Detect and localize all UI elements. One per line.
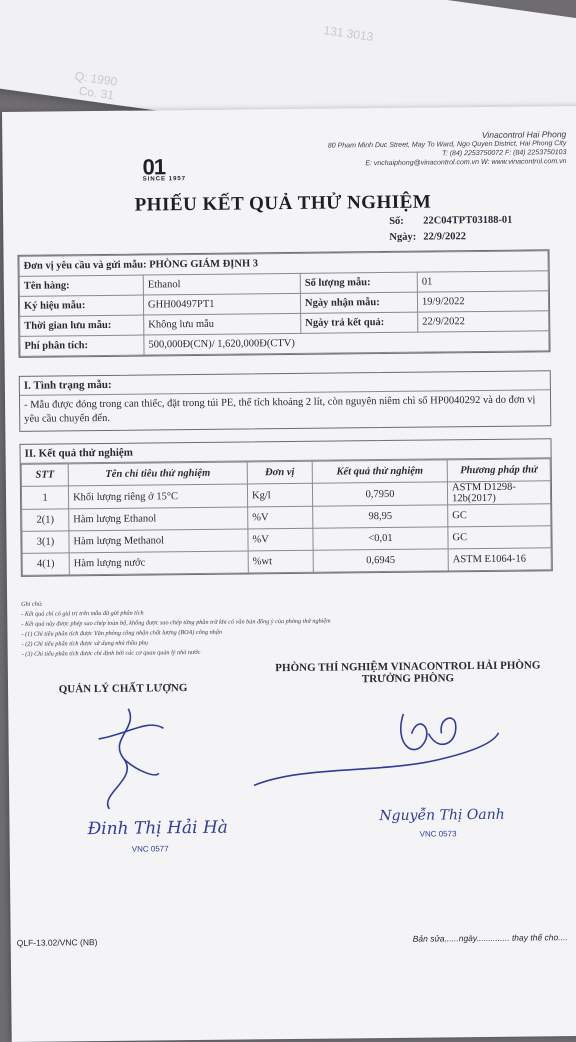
edition-note: Bản sửa......ngày.............. thay thế cho.... (412, 932, 568, 944)
row-name: Khối lượng riêng ở 15°C (68, 484, 247, 509)
row-unit: %V (248, 528, 313, 551)
note-line: - (1) Chỉ tiêu phân tích được Văn phòng công nhận chất lượng (BOA) công nhận (21, 628, 222, 638)
row-method: GC (448, 526, 551, 549)
notes (21, 594, 552, 660)
ghost-text: 131 3013 (322, 23, 375, 44)
document-title: PHIẾU KẾT QUẢ THỬ NGHIỆM (134, 191, 432, 216)
goods-label: Tên hàng: (19, 275, 143, 296)
row-stt: 3(1) (22, 531, 69, 553)
quality-manager-title: QUẢN LÝ CHẤT LƯỢNG (58, 682, 188, 696)
qty-value: 01 (417, 271, 548, 292)
row-result: 98,95 (313, 505, 448, 528)
received-value: 19/9/2022 (417, 291, 548, 312)
note-line: - Kết quả này được phép sao chép toàn bộ, không được sao chép từng phần trừ khi có văn bản đồng ý của phòng thử nghiệm (21, 617, 331, 628)
test-report-sheet (2, 106, 576, 1042)
requester: Đơn vị yêu cầu và gửi mẫu: PHÒNG GIÁM ĐỊNH 3 (19, 251, 548, 277)
quality-manager-name: Đinh Thị Hải Hà (87, 817, 228, 840)
lab-manager-code: VNC 0573 (419, 829, 457, 839)
sample-status-text: - Mẫu được đóng trong can thiếc, đặt trong túi PE, thể tích khoảng 2 lít, còn nguyên niêm chì số HP0040292 và do đơn vị yêu cầu chuyển đến. (24, 394, 536, 425)
returned-label: Ngày trả kết quả: (301, 312, 418, 333)
quality-manager-signature (68, 698, 209, 819)
report-date: Ngày: 22/9/2022 (389, 231, 466, 243)
company-logo: 01 SINCE 1957 (142, 154, 187, 183)
results-heading: II. Kết quả thử nghiệm (20, 439, 550, 464)
col-header: Kết quả thử nghiệm (312, 460, 447, 483)
row-method: GC (448, 504, 551, 527)
note-line: - Kết quả chỉ có giá trị trên mẫu đã gửi phân tích (21, 609, 144, 618)
company-phone: T: (84) 2253750072 F: (84) 2253750103 (442, 149, 567, 158)
col-header: STT (21, 464, 68, 486)
results-section (19, 438, 552, 577)
col-header: Tên chỉ tiêu thử nghiệm (68, 462, 247, 486)
lab-manager-signature (243, 703, 504, 796)
storage-value: Không lưu mẫu (144, 313, 301, 335)
returned-value: 22/9/2022 (418, 311, 549, 332)
row-unit: Kg/l (247, 483, 312, 507)
storage-label: Thời gian lưu mẫu: (20, 315, 144, 336)
quality-manager-code: VNC 0577 (131, 844, 169, 854)
row-result: 0,7950 (312, 482, 447, 506)
sample-status-heading: I. Tình trạng mẫu: (20, 371, 550, 396)
row-name: Hàm lượng Ethanol (69, 507, 248, 531)
sample-status-section (19, 370, 552, 432)
company-contact: E: vnchaiphong@vinacontrol.com.vn W: www.vinacontrol.com.vn (365, 158, 567, 168)
lab-title: PHÒNG THÍ NGHIỆM VINACONTROL HẢI PHÒNG TRƯỞNG PHÒNG (275, 659, 541, 686)
report-number: Số: 22C04TPT03188-01 (389, 214, 513, 227)
company-name: Vinacontrol Hai Phong (481, 129, 567, 140)
col-header: Đơn vị (247, 461, 312, 484)
note-line: - (2) Chỉ tiêu phân tích được sử dụng nhà thầu phụ (21, 639, 149, 648)
received-label: Ngày nhận mẫu: (300, 292, 417, 313)
code-label: Ký hiệu mẫu: (19, 295, 143, 316)
note-line: - (3) Chỉ tiêu phân tích được chỉ định bởi các cơ quan quản lý nhà nước (21, 648, 201, 658)
row-name: Hàm lượng nước (69, 551, 248, 575)
ghost-text: Q: 1990 (73, 68, 119, 89)
form-code: QLF-13.02/VNC (NB) (16, 937, 98, 948)
row-method: ASTM D1298-12b(2017) (447, 481, 550, 505)
fee-value: 500,000Đ(CN)/ 1,620,000Đ(CTV) (144, 331, 549, 355)
ghost-text (116, 0, 140, 1)
goods-value: Ethanol (143, 273, 300, 295)
ghost-text: Co. 31 (77, 83, 115, 103)
row-unit: %V (248, 506, 313, 529)
qty-label: Số lượng mẫu: (300, 272, 417, 293)
notes-heading: Ghi chú: (21, 600, 44, 608)
row-stt: 2(1) (22, 509, 69, 531)
table-row (22, 548, 551, 576)
row-unit: %wt (248, 550, 313, 573)
code-value: GHH00497PT1 (143, 293, 300, 315)
row-stt: 4(1) (22, 553, 69, 575)
company-address: 80 Pham Minh Duc Street, May To Ward, Ngo Quyen District, Hai Phong City (327, 140, 567, 150)
row-name: Hàm lượng Methanol (69, 529, 248, 553)
row-result: <0,01 (313, 527, 448, 550)
lab-manager-name: Nguyễn Thị Oanh (379, 806, 505, 825)
fee-label: Phí phân tích: (20, 335, 144, 356)
results-table (21, 458, 552, 576)
info-table (17, 249, 550, 358)
row-stt: 1 (21, 486, 68, 509)
col-header: Phương pháp thử (447, 459, 550, 482)
company-header (260, 130, 566, 169)
row-method: ASTM E1064-16 (448, 548, 551, 571)
row-result: 0,6945 (313, 549, 448, 572)
